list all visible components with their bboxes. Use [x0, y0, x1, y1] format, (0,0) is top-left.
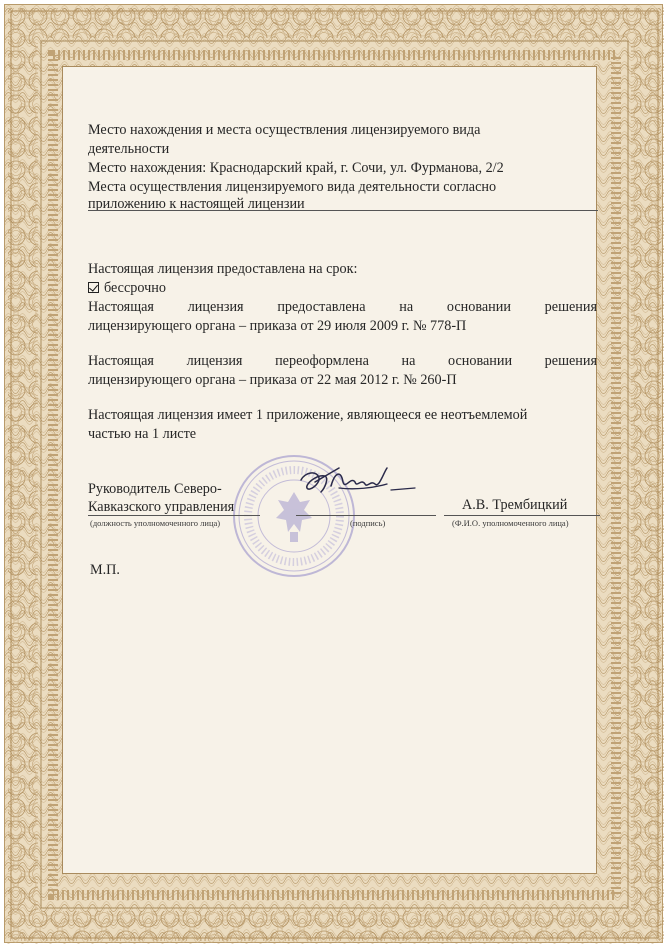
- location-heading-line2: деятельности: [88, 141, 170, 157]
- name-underline: [444, 515, 600, 516]
- term-option-row: [88, 279, 600, 298]
- location-heading-line1: Место нахождения и места осуществления лицензируемого вида: [88, 122, 481, 138]
- appendix-line2: частью на 1 листе: [88, 426, 197, 442]
- caption-position: (должность уполномоченного лица): [90, 518, 221, 528]
- term-basis-line2: лицензирующего органа – приказа от 29 июля 2009 г. № 778-П: [88, 318, 467, 334]
- seal-place-mark: М.П.: [90, 562, 120, 578]
- places-line1: Места осуществления лицензируемого вида деятельности согласно: [88, 179, 497, 195]
- checkbox-checked-icon: [88, 282, 99, 293]
- signature-underline: [296, 515, 436, 516]
- handwritten-signature: [295, 462, 420, 512]
- location-underline: [88, 210, 598, 211]
- caption-signature: (подпись): [350, 518, 386, 528]
- places-line2: приложению к настоящей лицензии: [88, 196, 305, 212]
- reissue-line1: Настоящая лицензия переоформлена на основании решения: [88, 353, 597, 369]
- official-position-line2: Кавказского управления: [88, 499, 235, 515]
- appendix-line1: Настоящая лицензия имеет 1 приложение, являющееся ее неотъемлемой: [88, 407, 528, 423]
- official-name: А.В. Трембицкий: [462, 497, 568, 513]
- official-position-line1: Руководитель Северо-: [88, 481, 222, 497]
- term-label: Настоящая лицензия предоставлена на срок:: [88, 261, 358, 277]
- caption-name: (Ф.И.О. уполномоченного лица): [452, 518, 569, 528]
- position-underline: [88, 515, 260, 516]
- term-option-label: бессрочно: [104, 280, 166, 296]
- location-address: Место нахождения: Краснодарский край, г. Сочи, ул. Фурманова, 2/2: [88, 160, 504, 176]
- reissue-line2: лицензирующего органа – приказа от 22 мая 2012 г. № 260-П: [88, 372, 457, 388]
- term-basis-line1: Настоящая лицензия предоставлена на основании решения: [88, 299, 597, 315]
